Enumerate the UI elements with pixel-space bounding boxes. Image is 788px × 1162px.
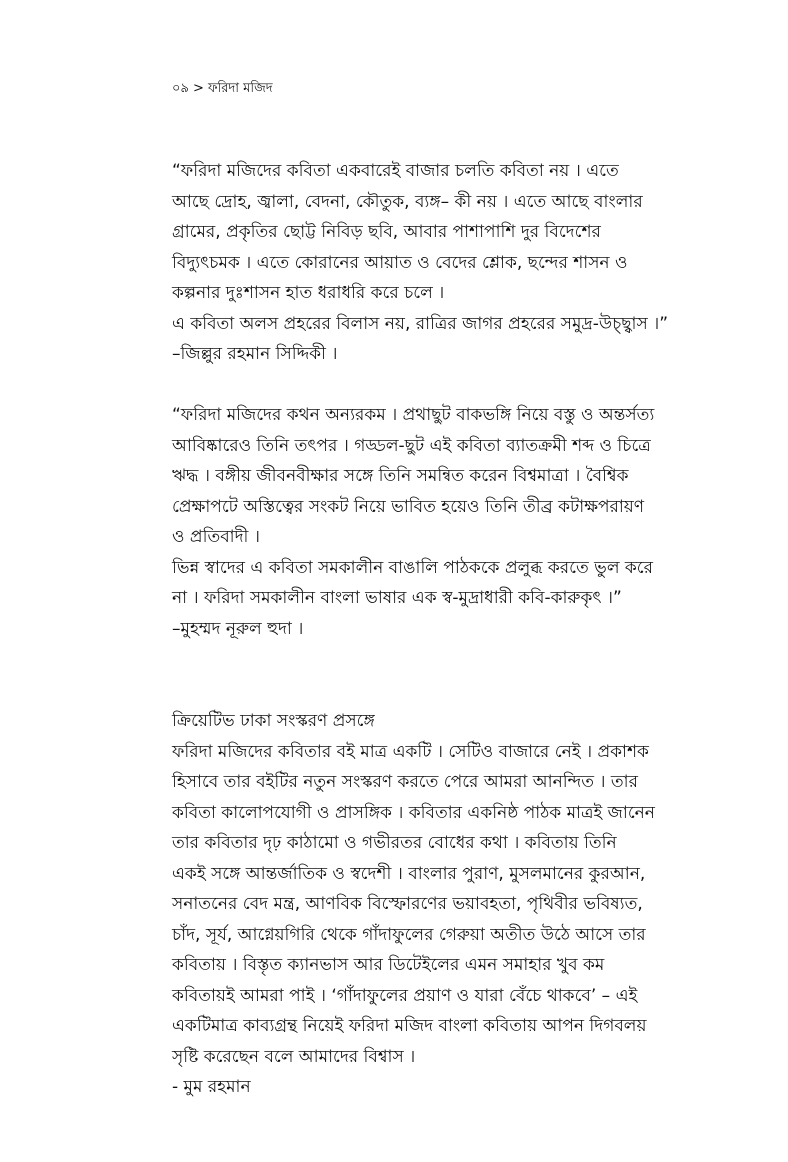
running-header: ০৯ > ফরিদা মজিদ	[172, 81, 273, 96]
quote-1-line: কল্পনার দুঃশাসন হাত ধরাধরি করে চলে ।	[172, 283, 445, 303]
section-line: চাঁদ, সূর্য, আগ্নেয়গিরি থেকে গাঁদাফুলের গেরুয়া অতীত উঠে আসে তার	[172, 924, 646, 945]
section-line: সৃষ্টি করেছেন বলে আমাদের বিশ্বাস ।	[172, 1046, 416, 1067]
quote-1-line: গ্রামের, প্রকৃতির ছোট্ট নিবিড় ছবি, আবার পাশাপাশি দুর বিদেশের	[172, 222, 601, 242]
section-line: কবিতায় । বিস্তৃত ক্যানভাস আর ডিটেইলের এমন সমাহার খুব কম	[172, 955, 605, 975]
quote-2-line: আবিষ্কারেও তিনি তৎপর । গড্ডল-ছুট এই কবিতা ব্যাতক্রমী শব্দ ও চিত্রে	[172, 435, 651, 456]
section-line: ফরিদা মজিদের কবিতার বই মাত্র একটি । সেটিও বাজারে নেই । প্রকাশক	[172, 741, 649, 762]
quote-1-line: বিদ্যুৎচমক । এতে কোরানের আয়াত ও বেদের শ্লোক, ছন্দের শাসন ও	[172, 252, 628, 273]
quote-2-line: “ফরিদা মজিদের কথন অন্যরকম । প্রথাছুট বাকভঙ্গি নিয়ে বস্তু ও অন্তর্সত্য	[172, 405, 655, 425]
quote-1-line: “ফরিদা মজিদের কবিতা একবারেই বাজার চলতি কবিতা নয় । এতে	[172, 161, 619, 181]
section-line: কবিতায়ই আমরা পাই । ‘গাঁদাফুলের প্রয়াণ ও যারা বেঁচে থাকবে’ – এই	[172, 985, 638, 1006]
quote-1-line: এ কবিতা অলস প্রহরের বিলাস নয়, রাত্রির জাগর প্রহরের সমুদ্র-উচ্ছ্বাস ।”	[172, 313, 669, 334]
section-title: ক্রিয়েটিভ ঢাকা সংস্করণ প্রসঙ্গে	[172, 711, 375, 731]
section-line: একই সঙ্গে আন্তর্জাতিক ও স্বদেশী । বাংলার পুরাণ, মুসলমানের কুরআন,	[172, 863, 646, 884]
quote-1-line: আছে দ্রোহ, জ্বালা, বেদনা, কৌতুক, ব্যঙ্গ– কী নয় । এতে আছে বাংলার	[172, 191, 643, 212]
quote-2-line: প্রেক্ষাপটে অস্তিত্বের সংকট নিয়ে ভাবিত হয়েও তিনি তীব্র কটাক্ষপরায়ণ	[172, 496, 645, 517]
section-line: কবিতা কালোপযোগী ও প্রাসঙ্গিক । কবিতার একনিষ্ঠ পাঠক মাত্রই জানেন	[172, 802, 655, 823]
quote-2-line: না । ফরিদা সমকালীন বাংলা ভাষার এক স্ব-মুদ্রাধারী কবি-কারুকৃৎ ।”	[172, 588, 622, 608]
quote-2-line: ভিন্ন স্বাদের এ কবিতা সমকালীন বাঙালি পাঠককে প্রলুব্ধ করতে ভুল করে	[172, 557, 653, 578]
section-line: একটিমাত্র কাব্যগ্রন্থ নিয়েই ফরিদা মজিদ বাংলা কবিতায় আপন দিগবলয়	[172, 1016, 647, 1036]
section-line: তার কবিতার দৃঢ় কাঠামো ও গভীরতর বোধের কথা । কবিতায় তিনি	[172, 833, 617, 853]
section-line: সনাতনের বেদ মন্ত্র, আণবিক বিস্ফোরণের ভয়াবহতা, পৃথিবীর ভবিষ্যত,	[172, 894, 643, 914]
quote-block-2	[172, 400, 732, 644]
section-line: হিসাবে তার বইটির নতুন সংস্করণ করতে পেরে আমরা আনন্দিত । তার	[172, 772, 638, 792]
quote-block-1	[172, 156, 732, 370]
section-attribution: - মুম রহমান	[172, 1077, 251, 1097]
quote-2-line: ও প্রতিবাদী ।	[172, 527, 260, 547]
quote-1-attribution: –জিল্লুর রহমান সিদ্দিকী ।	[172, 344, 338, 364]
publisher-note-section	[172, 706, 732, 1103]
quote-2-line: ঋদ্ধ । বঙ্গীয় জীবনবীক্ষার সঙ্গে তিনি সমন্বিত করেন বিশ্বমাত্রা । বৈশ্বিক	[172, 466, 629, 486]
quote-2-attribution: –মুহম্মদ নূরুল হুদা ।	[172, 618, 304, 639]
